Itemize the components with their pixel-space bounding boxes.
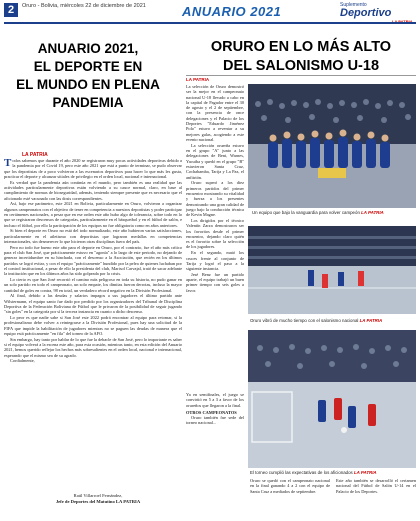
paragraph: Ya en semifinales, el juego se convirtió en 5 a 3 a favor de los orureños que llegaron a la final. bbox=[186, 392, 244, 408]
caption-credit: LA PATRIA bbox=[359, 318, 383, 323]
right-article-title bbox=[186, 38, 416, 76]
paragraph: Cordialmente, bbox=[10, 358, 35, 364]
title-line: EL MUNDO EN PLENA bbox=[16, 77, 160, 92]
photo-art bbox=[248, 330, 416, 468]
date-line: Oruro - Bolivia, miércoles 22 de diciembre de 2021 bbox=[22, 3, 146, 9]
paragraph: Jesé Benz fue un partido aparte, el equipo trabajó un buen primer tiempo con seis goles a favor. bbox=[186, 271, 244, 293]
caption-text: Oruro vibró de mucho tiempo con el salonismo nacional bbox=[250, 318, 359, 323]
title-line: EL DEPORTE EN bbox=[33, 59, 143, 74]
caption-credit: LA PATRIA bbox=[361, 210, 384, 215]
paragraph: Oruro superó a los diez primeros partidos del primer encuentro mostrando su vitalidad y fuerza a los presentes demostrando una gran calidad de juego bajo la conducción técnica de Kevin Magne. bbox=[186, 180, 244, 218]
paragraph: Lo cierto es que San José recorrió el camino más peligroso en toda su historia, no pudo ganar en un solo partido en todo el campeonato, un solo empate, los dimitas fueron derrotas, incluso la mayor cantidad de goles en contra, 98 en total, un verdadero récord negativo en la División Profesional. bbox=[4, 277, 182, 293]
title-line: DEL SALONISMO U-18 bbox=[222, 58, 380, 74]
paragraph: Este año también se desarrolló el certamen nacional del Fútbol de Salón U-14 en el Palacio de los Deportes. bbox=[336, 478, 416, 494]
paragraph-text: odos sabemos que durante el año 2020 se registraron muy pocas actividades deportivas debido a la pandemia por el Covid 19, pero este año 2021 que está a punto de terminar, se pudo observar que los deportistas de a poco volvieron a las escenarios deportivos para hacer lo que más les gusta, practicar el deporte y alcanzar sitiales de privilegio en el orden local, nacional e internacional. bbox=[4, 158, 182, 179]
paragraph: La selección de Oruro demostró ser la mejor en el campeonato nacional U-18 llevado a cabo en la capital de Pagador entre el 30 de agosto y el 2 de septiembre, con la presencia de once delegaciones y el Palacio de los Deportes "Eduardo Jiménez Polo" estuvo a reventar a su mejores galas, acogiendo a este evento nacional. bbox=[186, 84, 244, 142]
header-rule bbox=[4, 22, 416, 24]
signature-block bbox=[18, 493, 178, 505]
signature-name: Raúl Villarroel Fernández, bbox=[73, 493, 123, 498]
paragraph: Oruro se quedó con el campeonato nacional en la final ganando 4 a 2 con el equipo de Santa Cruz a mediados de septiembre. bbox=[250, 478, 330, 494]
left-article-tag: LA PATRIA bbox=[22, 152, 48, 158]
paragraph: Pero no todo fue bueno este año para el deporte en Oruro, por el contrario, fue el año más crítico para el club San José, que prácticamente estuvo en "agonía" a lo largo de este periodo, no dejando de generar incertidumbre en su hinchada, con el descenso a la Asociación, que recién en los últimos partidos se logró evitar, y con el equipo "prácticamente" hundido por la pelea de quienes luchaban por el control institucional, a pesar de ello la presidenta del club, Marisol Carvajal, trató de sacar adelante la institución que en los últimos años ha sido golpeada por la crisis. bbox=[4, 244, 182, 277]
caption-credit: LA PATRIA bbox=[353, 470, 377, 475]
photo-caption bbox=[252, 210, 416, 215]
title-line: ORURO EN LO MÁS ALTO bbox=[210, 39, 392, 55]
right-article-tag: LA PATRIA bbox=[186, 77, 210, 82]
paragraph: Al final, debido a las deudas y salarios impagos a sus jugadores el último partido ante Wilstermann, el equipo santo fue dado por perdido por los organizadores del Tribunal de Disciplina Deportiva de la Federación Boliviana de Fútbol que le privaron de la posibilidad de seguir jugando "sin goles" en la categoría por sí la tercera instancia en cuanto a dicho descenso. bbox=[4, 293, 182, 315]
left-article-title bbox=[14, 40, 162, 112]
photo-caption bbox=[250, 470, 416, 475]
paragraph: Oruro también fue sede del torneo nacional... bbox=[186, 415, 244, 426]
photo-art bbox=[248, 226, 416, 314]
dropcap: T bbox=[4, 157, 12, 169]
paragraph: Si bien el deporte en Oruro no está del todo normalizado, este año hubieron varias satisfacciones, particularmente en el atletismo con deportistas que lograron medallas en competencias internacionales, sin desmerecer lo que hicieron otras disciplinas fuera del país. bbox=[4, 228, 182, 244]
title-line: ANUARIO 2021, bbox=[37, 41, 139, 56]
photo-match-action bbox=[248, 330, 416, 468]
photo-caption bbox=[250, 318, 416, 323]
paragraph: Sin embargo, hay tanto por hablar de lo que fue la debacle de San José, pero lo importante es saber si el equipo volverá a la escena este año, para esta ocasión, mientras tanto, en esta edición del Anuario 2021, hemos querido reflejar los hechos más sobresalientes en el orden local, nacional e internacional, esperando que el mismo sea de su agrado. bbox=[4, 336, 182, 358]
photo-team-celebration bbox=[248, 84, 416, 208]
left-article-body bbox=[4, 158, 182, 364]
photo-arena-crowd bbox=[248, 226, 416, 314]
caption-text: Un equipo que bajo la vanguardia para volver campeón bbox=[252, 210, 360, 215]
paragraph bbox=[4, 158, 182, 179]
section-title: ANUARIO 2021 bbox=[182, 4, 282, 19]
subheading: OTROS CAMPEONATOS bbox=[186, 409, 237, 415]
right-article-col1 bbox=[186, 84, 244, 294]
supplement-label: Suplemento bbox=[340, 2, 367, 8]
caption-text: El torneo cumplió las expectativas de los aficionados bbox=[250, 470, 353, 475]
right-article-col4 bbox=[336, 478, 416, 494]
paragraph: En el segundo, mató los cruces frente al conjunto de Tarija y logró el paso a la siguiente instancia. bbox=[186, 250, 244, 272]
paragraph: Lo peor es que nadie sabe si San José este 2022 podrá encontrar al equipo para retomar, si la profesionalismo debe volver a reintegrarse a la División Profesional, pues hay una solicitud de la FIFA que impide la habilitación de jugadores mientras no se paguen las deudas de manera que el equipo está prácticamente "en fila" del torneo de la AFO. bbox=[4, 315, 182, 336]
right-article-col2 bbox=[186, 392, 244, 426]
title-rule bbox=[186, 75, 416, 76]
page-number: 2 bbox=[4, 3, 18, 17]
paragraph: Así, bajo ese parámetro, este 2021 en Bolivia, particularmente en Oruro, volvieron a organizar algunos campeonatos con el objetivo de tener en competencia a nuestros deportistas y poder participar en certámenes nacionales, a pesar que en ese orden este año hubo algo de tolerancia, sobre todo en lo que se registraron descensos de categorías, particularmente en el básquetbol y en el fútbol de salón, e incluso el fútbol, por ello la participación de los equipos no fue obligatoria como en años anteriores. bbox=[4, 201, 182, 228]
paragraph: Es verdad que la pandemia aún continúa en el mundo, pero también es una realidad que las actividades particularmente deportivas están volviendo a su cauce normal, claro, en base al cumplimiento de normas de bioseguridad, además, teniendo siempre presente que es necesario que el aficionado esté vacunado con las dosis correspondientes. bbox=[4, 179, 182, 201]
paragraph: Los dirigidos por el técnico Valentín Zarza demostraron ser los favoritos desde el primer encuentro, dejando claro quién es el favorito sobre la selección de los jugadores. bbox=[186, 217, 244, 250]
signature-role: Jefe de Deportes del Matutino LA PATRIA bbox=[55, 499, 141, 504]
paragraph: La selección oruerña estuvo en el grupo "A" junto a las delegaciones de Beni, Warnes, Yacuiba y quedó en el grupo "B" estuvieron Santa Cruz, Cochabamba, Tarija y La Paz, el anfitrión. bbox=[186, 142, 244, 180]
page-header bbox=[0, 0, 420, 24]
photo-art bbox=[248, 84, 416, 208]
brand-logo: Deportivo bbox=[340, 7, 392, 19]
title-line: PANDEMIA bbox=[52, 95, 124, 110]
right-article-col3 bbox=[250, 478, 330, 494]
